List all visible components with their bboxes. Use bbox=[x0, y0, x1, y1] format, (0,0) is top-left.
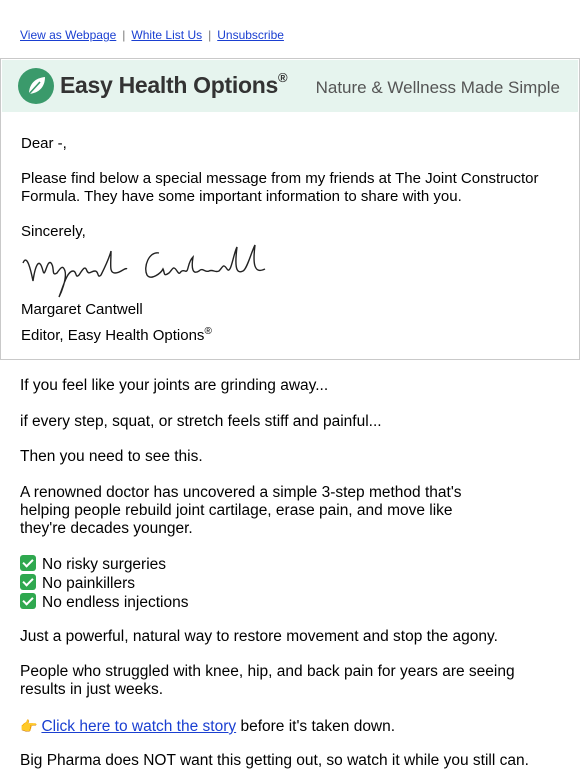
white-list-link[interactable]: White List Us bbox=[131, 28, 203, 42]
registered-mark: ® bbox=[204, 326, 212, 337]
body-paragraph: Big Pharma does NOT want this getting out, so watch it while you still can. bbox=[20, 752, 529, 769]
body-paragraph: People who struggled with knee, hip, and back pain for years are seeing results in just weeks. bbox=[20, 663, 515, 698]
brand-name: Easy Health Options® bbox=[60, 70, 288, 98]
signer-block bbox=[21, 299, 212, 347]
leaf-logo-icon bbox=[18, 68, 54, 104]
body-paragraph: Then you need to see this. bbox=[20, 448, 203, 465]
signer-title: Editor, Easy Health Options® bbox=[21, 326, 212, 344]
checkmark-icon bbox=[20, 555, 36, 571]
view-as-webpage-link[interactable]: View as Webpage bbox=[20, 28, 117, 42]
greeting: Dear -, bbox=[21, 135, 67, 152]
editor-letter bbox=[21, 135, 561, 241]
tagline: Nature & Wellness Made Simple bbox=[315, 78, 560, 97]
closing: Sincerely, bbox=[21, 223, 86, 240]
body-paragraph: If you feel like your joints are grinding away... bbox=[20, 377, 329, 394]
watch-story-link[interactable]: Click here to watch the story bbox=[41, 718, 237, 735]
header-banner bbox=[2, 60, 578, 112]
unsubscribe-link[interactable]: Unsubscribe bbox=[217, 28, 284, 42]
separator: | bbox=[122, 28, 126, 42]
separator: | bbox=[208, 28, 212, 42]
body-paragraph: A renowned doctor has uncovered a simple 3-step method that's helping people rebuild joint cartilage, erase pain, and move like they're decades younger. bbox=[20, 484, 462, 537]
handwritten-signature bbox=[21, 241, 271, 304]
body-paragraph: Just a powerful, natural way to restore movement and stop the agony. bbox=[20, 628, 498, 645]
checkmark-icon bbox=[20, 574, 36, 590]
pointing-hand-icon: 👉 bbox=[20, 718, 38, 734]
check-list: No risky surgeries No painkillers No endless injections bbox=[20, 555, 560, 612]
cta-line: 👉 Click here to watch the story before it's taken down. bbox=[20, 718, 396, 735]
intro-message: Please find below a special message from my friends at The Joint Constructor Formula. They have some important information to share with you. bbox=[21, 170, 539, 205]
message-card bbox=[0, 58, 580, 360]
top-links-bar bbox=[20, 28, 284, 42]
body-paragraph: if every step, squat, or stretch feels stiff and painful... bbox=[20, 413, 382, 430]
registered-mark: ® bbox=[277, 70, 288, 85]
signer-name: Margaret Cantwell bbox=[21, 301, 143, 318]
checkmark-icon bbox=[20, 593, 36, 609]
